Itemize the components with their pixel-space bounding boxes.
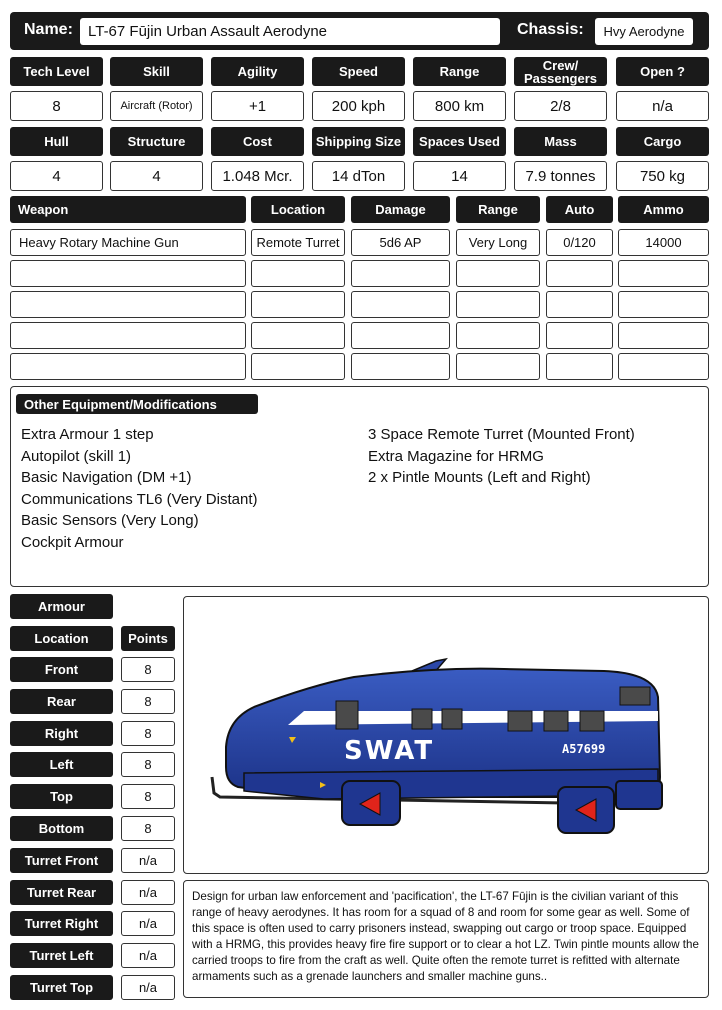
weapons-cell[interactable] [618, 322, 709, 349]
stats_row1-label-0: Tech Level [10, 57, 103, 86]
stats_row2-value-0[interactable]: 4 [10, 161, 103, 191]
weapons-cell[interactable] [351, 322, 450, 349]
armour-title: Armour [10, 594, 113, 619]
chassis-label: Chassis: [517, 21, 584, 38]
stats_row2-label-2: Cost [211, 127, 304, 156]
chassis-value: Hvy Aerodyne [603, 24, 685, 39]
stats_row2-label-5: Mass [514, 127, 607, 156]
window-6 [580, 711, 604, 731]
weapons-header-0: Weapon [10, 196, 246, 223]
weapons-cell[interactable] [10, 353, 246, 380]
weapons-header-4: Auto [546, 196, 613, 223]
equipment-item: 2 x Pintle Mounts (Left and Right) [368, 469, 591, 486]
window-2 [412, 709, 432, 729]
weapons-cell[interactable] [546, 260, 613, 287]
equipment-item: 3 Space Remote Turret (Mounted Front) [368, 426, 635, 443]
equipment-item: Basic Sensors (Very Long) [21, 512, 199, 529]
stats_row2-value-2[interactable]: 1.048 Mcr. [211, 161, 304, 191]
weapons-header-1: Location [251, 196, 345, 223]
stats_row1-value-5[interactable]: 2/8 [514, 91, 607, 121]
weapons-cell[interactable] [351, 291, 450, 318]
stats_row2-value-1[interactable]: 4 [110, 161, 203, 191]
stats_row2-value-4[interactable]: 14 [413, 161, 506, 191]
name-field[interactable] [80, 18, 500, 45]
window-3 [442, 709, 462, 729]
equipment-list-right [368, 424, 635, 489]
equipment-list-left [21, 424, 257, 553]
stats_row2-label-1: Structure [110, 127, 203, 156]
armour-location-2: Right [10, 721, 113, 746]
stats_row1-value-3[interactable]: 200 kph [312, 91, 405, 121]
vehicle-illustration [184, 597, 708, 873]
armour-location-10: Turret Top [10, 975, 113, 1000]
weapons-cell[interactable]: 5d6 AP [351, 229, 450, 256]
weapons-cell[interactable]: 14000 [618, 229, 709, 256]
weapons-cell[interactable]: Very Long [456, 229, 540, 256]
weapons-cell[interactable] [456, 260, 540, 287]
window-5 [544, 711, 568, 731]
armour-points-4[interactable]: 8 [121, 784, 175, 809]
weapons-cell[interactable] [351, 353, 450, 380]
equipment-item: Basic Navigation (DM +1) [21, 469, 192, 486]
stats_row2-value-6[interactable]: 750 kg [616, 161, 709, 191]
armour-location-8: Turret Right [10, 911, 113, 936]
name-value: LT-67 Fūjin Urban Assault Aerodyne [88, 23, 328, 40]
armour-points-8[interactable]: n/a [121, 911, 175, 936]
armour-location-3: Left [10, 752, 113, 777]
stats_row1-value-2[interactable]: +1 [211, 91, 304, 121]
armour-location-1: Rear [10, 689, 113, 714]
weapons-cell[interactable] [351, 260, 450, 287]
armour-points-7[interactable]: n/a [121, 880, 175, 905]
livery-text: SWAT [344, 736, 435, 766]
chassis-field[interactable] [595, 18, 693, 45]
armour-location-5: Bottom [10, 816, 113, 841]
stats_row2-label-6: Cargo [616, 127, 709, 156]
weapons-cell[interactable]: Remote Turret [251, 229, 345, 256]
armour-location-9: Turret Left [10, 943, 113, 968]
window-4 [508, 711, 532, 731]
stats_row1-label-6: Open ? [616, 57, 709, 86]
armour-points-10[interactable]: n/a [121, 975, 175, 1000]
weapons-cell[interactable] [618, 291, 709, 318]
stats_row2-label-0: Hull [10, 127, 103, 156]
armour-location-header: Location [10, 626, 113, 651]
stats_row2-value-5[interactable]: 7.9 tonnes [514, 161, 607, 191]
stats_row2-label-3: Shipping Size [312, 127, 405, 156]
weapons-cell[interactable] [618, 353, 709, 380]
armour-points-9[interactable]: n/a [121, 943, 175, 968]
weapons-cell[interactable]: 0/120 [546, 229, 613, 256]
window-7 [620, 687, 650, 705]
armour-location-0: Front [10, 657, 113, 682]
armour-points-header: Points [121, 626, 175, 651]
stats_row1-value-4[interactable]: 800 km [413, 91, 506, 121]
stats_row1-label-3: Speed [312, 57, 405, 86]
stats_row1-label-2: Agility [211, 57, 304, 86]
weapons-cell[interactable] [456, 353, 540, 380]
armour-points-5[interactable]: 8 [121, 816, 175, 841]
stats_row1-label-1: Skill [110, 57, 203, 86]
equipment-item: Cockpit Armour [21, 533, 124, 551]
weapons-cell[interactable] [546, 353, 613, 380]
weapons-cell[interactable]: Heavy Rotary Machine Gun [10, 229, 246, 256]
stats_row2-label-4: Spaces Used [413, 127, 506, 156]
vehicle-image-panel [183, 596, 709, 874]
weapons-header-3: Range [456, 196, 540, 223]
equipment-item: Extra Armour 1 step [21, 426, 154, 443]
name-label: Name: [24, 21, 73, 38]
weapons-cell[interactable] [456, 322, 540, 349]
weapons-cell[interactable] [456, 291, 540, 318]
description-panel [183, 880, 709, 998]
armour-location-4: Top [10, 784, 113, 809]
stats_row1-label-5: Crew/ Passengers [514, 57, 607, 86]
stats_row1-value-6[interactable]: n/a [616, 91, 709, 121]
pod-rear [616, 781, 662, 809]
weapons-cell[interactable] [10, 260, 246, 287]
weapons-cell[interactable] [10, 291, 246, 318]
weapons-cell[interactable] [546, 291, 613, 318]
weapons-cell[interactable] [618, 260, 709, 287]
stats_row2-value-3[interactable]: 14 dTon [312, 161, 405, 191]
weapons-cell[interactable] [10, 322, 246, 349]
armour-points-1[interactable]: 8 [121, 689, 175, 714]
equipment-item: Autopilot (skill 1) [21, 447, 132, 465]
armour-points-3[interactable]: 8 [121, 752, 175, 777]
weapons-cell[interactable] [251, 353, 345, 380]
stats_row1-value-1[interactable]: Aircraft (Rotor) [110, 91, 203, 121]
equipment-title: Other Equipment/Modifications [16, 394, 258, 414]
armour-points-6[interactable]: n/a [121, 848, 175, 873]
armour-points-0[interactable]: 8 [121, 657, 175, 682]
equipment-item: Extra Magazine for HRMG [368, 447, 544, 465]
weapons-cell[interactable] [251, 260, 345, 287]
weapons-header-5: Ammo [618, 196, 709, 223]
weapons-cell[interactable] [251, 291, 345, 318]
window-1 [336, 701, 358, 729]
registration-text: A57699 [562, 742, 606, 756]
weapons-cell[interactable] [251, 322, 345, 349]
stats_row1-label-4: Range [413, 57, 506, 86]
armour-location-6: Turret Front [10, 848, 113, 873]
weapons-header-2: Damage [351, 196, 450, 223]
description-text: Design for urban law enforcement and 'pacification', the LT-67 Fūjin is the civilian variant of this range of heavy aerodynes. It has room for a squad of 8 and room for some gear as well. Some of this space is often used to carry prisoners instead, swapping out cargo or troop space. Equipped with a HRMG, this provides heavy fire fire support or to clear a hot LZ. Twin pintle mounts allow the carried troops to fire from the craft as well. Quite often the remote turret is refitted with alternate armaments such as a grenade launchers and smaller machine guns.. [192, 890, 699, 983]
armour-location-7: Turret Rear [10, 880, 113, 905]
stats_row1-value-0[interactable]: 8 [10, 91, 103, 121]
equipment-item: Communications TL6 (Very Distant) [21, 490, 258, 508]
weapons-cell[interactable] [546, 322, 613, 349]
armour-points-2[interactable]: 8 [121, 721, 175, 746]
